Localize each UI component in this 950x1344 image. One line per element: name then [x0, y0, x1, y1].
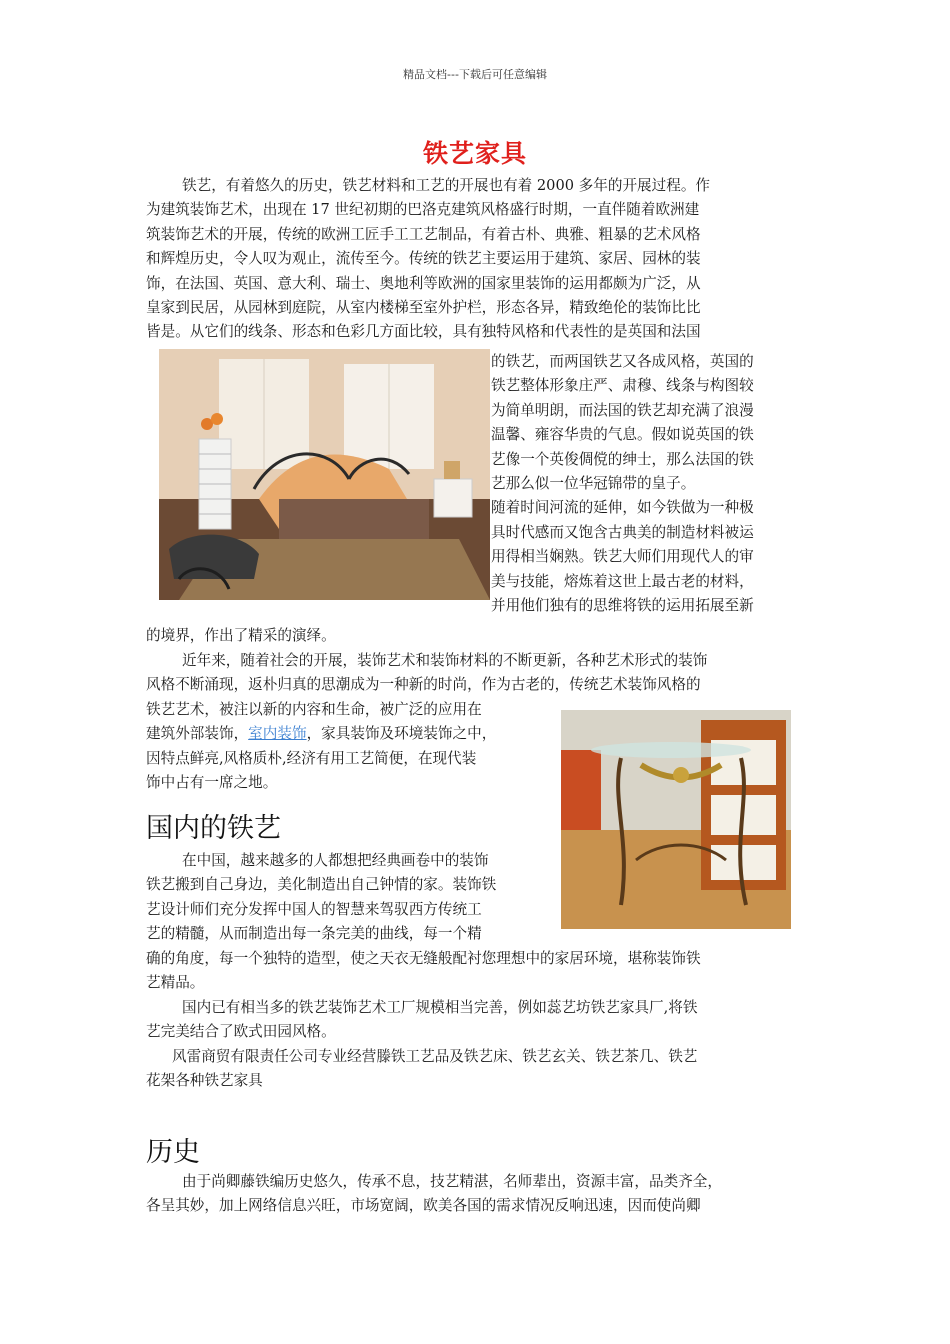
text-line: 和辉煌历史，令人叹为观止，流传至今。传统的铁艺主要运用于建筑、家居、园林的装: [146, 250, 701, 268]
paragraph-2-wrapped: [146, 698, 556, 796]
text-line: 用得相当娴熟。铁艺大师们用现代人的审: [491, 548, 754, 566]
console-table-illustration: [561, 710, 791, 929]
text-line: 饰中占有一席之地。: [146, 774, 278, 792]
text-line: 铁艺艺术，被注以新的内容和生命，被广泛的应用在: [146, 701, 482, 718]
link-prefix: 建筑外部装饰，: [146, 725, 249, 743]
text-line: 花架各种铁艺家具: [146, 1072, 263, 1090]
section-1-paragraph-3: [146, 1045, 806, 1094]
section-1-wrapped-paragraph: [146, 849, 556, 947]
text-line: 筑装饰艺术的开展，传统的欧洲工匠手工工艺制品，有着古朴、典雅、粗暴的艺术风格: [146, 225, 701, 243]
text-line-after-image: [146, 624, 806, 648]
text-line: 具时代感而又饱含古典美的制造材料被运: [491, 523, 754, 541]
text-line: 艺设计师们充分发挥中国人的智慧来驾驭西方传统工: [146, 900, 482, 918]
section-1-paragraph-2: [146, 996, 806, 1045]
text-line: 美与技能，熔炼着这世上最古老的材料，: [491, 572, 754, 590]
beside-image-text: [491, 350, 811, 618]
text-line: 因特点鲜亮,风格质朴,经济有用工艺简便，在现代装: [146, 749, 477, 767]
section-heading-history: 历史: [146, 1137, 200, 1168]
text-line: 艺完美结合了欧式田园风格。: [146, 1023, 336, 1041]
text-line: 铁艺整体形象庄严、肃穆、线条与构图较: [491, 377, 754, 395]
text-line: 在中国，越来越多的人都想把经典画卷中的装饰: [182, 852, 489, 869]
text-line: 为建筑装饰艺术，出现在 17 世纪初期的巴洛克建筑风格盛行时期，一直伴随着欧洲建: [146, 201, 700, 219]
section-2-paragraph: [146, 1170, 826, 1219]
text-line: 饰，在法国、英国、意大利、瑞士、奥地利等欧洲的国家里装饰的运用都颇为广泛，从: [146, 274, 701, 292]
link-suffix: ，家具装饰及环境装饰之中，: [306, 725, 497, 743]
bedroom-iron-bed-photo: [159, 349, 490, 600]
text-line-with-link: [146, 722, 556, 746]
text-line: 并用他们独有的思维将铁的运用拓展至新: [491, 597, 754, 615]
text-line: 随着时间河流的延伸，如今铁做为一种极: [491, 499, 754, 517]
text-line: 各呈其妙，加上网络信息兴旺，市场宽阔，欧美各国的需求情况反响迅速，因而使尚卿: [146, 1197, 701, 1215]
text-line: 铁艺搬到自己身边，美化制造出自己钟情的家。装饰铁: [146, 876, 497, 894]
text-line: 的境界，作出了精采的演绎。: [146, 627, 336, 644]
bedroom-illustration: [159, 349, 490, 600]
text-line: 由于尚卿藤铁编历史悠久，传承不息，技艺精湛，名师辈出，资源丰富，品类齐全，: [182, 1173, 722, 1190]
text-line: 风雷商贸有限责任公司专业经营滕铁工艺品及铁艺床、铁艺玄关、铁艺茶几、铁艺: [172, 1048, 698, 1065]
paragraph-2: [146, 649, 806, 698]
text-line: 皇家到民居，从园林到庭院，从室内楼梯至室外护栏，形态各异，精致绝伦的装饰比比: [146, 299, 701, 317]
text-line: 温馨、雍容华贵的气息。假如说英国的铁: [491, 426, 754, 444]
text-line: 风格不断涌现，返朴归真的思潮成为一种新的时尚，作为古老的，传统艺术装饰风格的: [146, 676, 701, 694]
interior-decoration-link[interactable]: 室内装饰: [248, 725, 307, 743]
text-line: 皆是。从它们的线条、形态和色彩几方面比较，具有独特风格和代表性的是英国和法国: [146, 323, 701, 341]
text-line: 的铁艺，而两国铁艺又各成风格，英国的: [491, 353, 754, 370]
section-heading-domestic-ironwork: 国内的铁艺: [146, 813, 281, 844]
iron-console-table-photo: [561, 710, 791, 929]
text-line: 铁艺，有着悠久的历史，铁艺材料和工艺的开展也有着 2000 多年的开展过程。作: [182, 177, 711, 194]
intro-paragraph: [146, 174, 806, 345]
text-line: 确的角度，每一个独特的造型，使之天衣无缝般配衬您理想中的家居环境，堪称装饰铁: [146, 950, 701, 967]
text-line: 艺的精髓，从而制造出每一条完美的曲线，每一个精: [146, 925, 482, 943]
text-line: 艺那么似一位华冠锦带的皇子。: [491, 475, 696, 493]
document-title: 铁艺家具: [422, 139, 527, 168]
text-line: 为简单明朗，而法国的铁艺却充满了浪漫: [491, 401, 754, 419]
text-line: 近年来，随着社会的开展，装饰艺术和装饰材料的不断更新，各种艺术形式的装饰: [182, 652, 708, 669]
text-line: 艺像一个英俊倜傥的绅士，那么法国的铁: [491, 450, 754, 468]
page-header-note: 精品文档---下载后可任意编辑: [403, 68, 547, 81]
section-1-full-lines: [146, 947, 806, 996]
text-line: 艺精品。: [146, 974, 205, 992]
text-line: 国内已有相当多的铁艺装饰艺术工厂规模相当完善，例如蕊艺坊铁艺家具厂,将铁: [182, 999, 698, 1016]
